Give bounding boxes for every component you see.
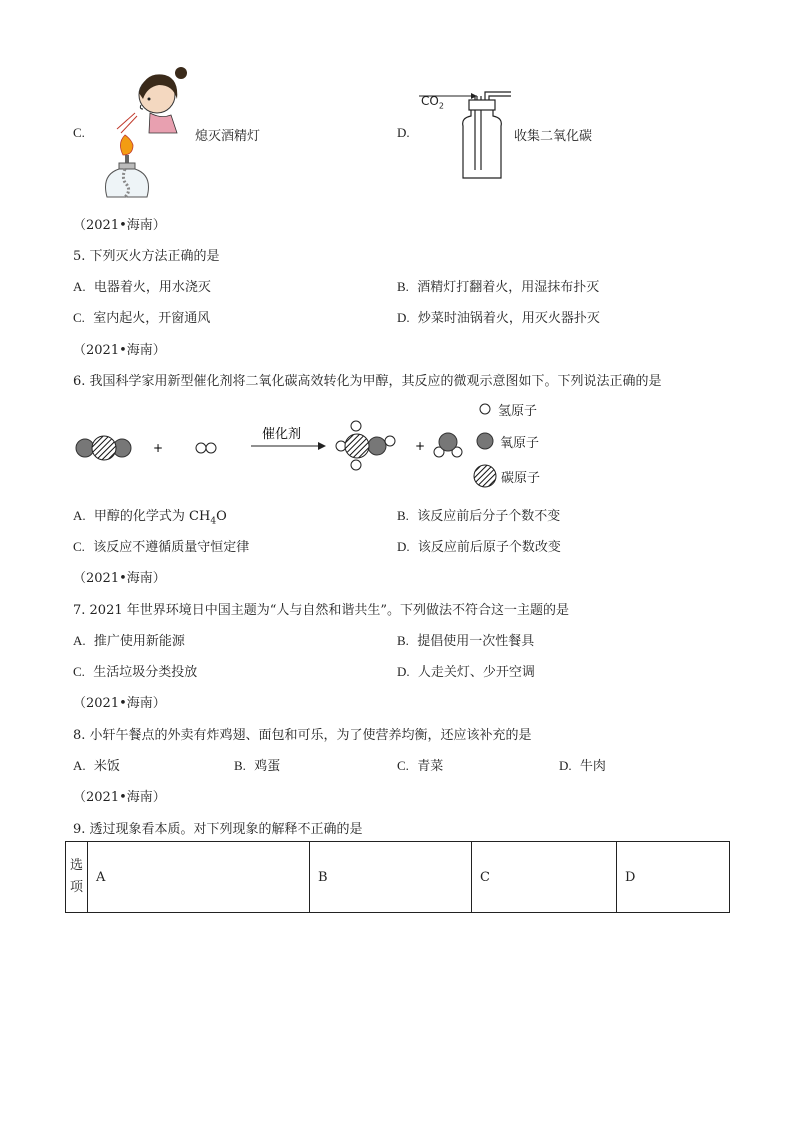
q6-option-b: B. 该反应前后分子个数不变 [397,508,561,524]
q5-option-c: C. 室内起火，开窗通风 [73,310,211,326]
q7-option-b: B. 提倡使用一次性餐具 [397,633,535,649]
q5-option-b: B. 酒精灯打翻着火，用湿抹布扑灭 [397,279,600,295]
q8-option-a: A. 米饭 [73,758,120,774]
question-7-stem: 7. 2021 年世界环境日中国主题为“人与自然和谐共生”。下列做法不符合这一主题的是 [73,603,570,618]
question-9-stem: 9. 透过现象看本质。对下列现象的解释不正确的是 [73,822,363,837]
question-8-stem: 8. 小轩午餐点的外卖有炸鸡翅、面包和可乐，为了使营养均衡，还应该补充的是 [73,728,532,743]
table-row [66,842,730,913]
question-source: （2021•海南） [73,343,166,358]
q5-option-d: D. 炒菜时油锅着火，用灭火器扑灭 [397,310,600,326]
question-source: （2021•海南） [73,790,166,805]
q9-table [65,841,730,913]
methanol-molecule [336,421,395,470]
legend-carbon: 碳原子 [501,471,541,486]
legend-carbon-symbol [474,465,496,487]
q6-option-c: C. 该反应不遵循质量守恒定律 [73,539,250,555]
option-d-text: 收集二氧化碳 [514,129,593,144]
legend-oxygen-symbol [477,433,493,449]
plus-sign: + [415,439,426,453]
co2-molecule [76,436,131,460]
table-col-d: D [617,842,730,913]
extinguish-lamp-illustration [95,63,195,203]
h2-molecule [196,443,216,453]
q7-option-d: D. 人走关灯、少开空调 [397,664,535,680]
q5-option-a: A. 电器着火，用水浇灭 [73,279,211,295]
legend-hydrogen: 氢原子 [498,404,538,419]
table-col-a: A [88,842,310,913]
question-source: （2021•海南） [73,218,166,233]
table-header-option: 选 项 [66,842,88,913]
plus-sign: + [153,441,164,455]
question-source: （2021•海南） [73,571,166,586]
q8-option-c: C. 青菜 [397,758,444,774]
q6-option-a: A. 甲醇的化学式为 $CH_4O$ [73,508,227,527]
question-5-stem: 5. 下列灭火方法正确的是 [73,249,220,264]
q7-option-c: C. 生活垃圾分类投放 [73,664,198,680]
water-molecule [434,433,462,457]
question-6-stem: 6. 我国科学家用新型催化剂将二氧化碳高效转化为甲醇，其反应的微观示意图如下。下列说法正确的是 [73,374,662,389]
q7-option-a: A. 推广使用新能源 [73,633,185,649]
co2-label: $CO_2$ [421,94,444,111]
question-source: （2021•海南） [73,696,166,711]
reaction-diagram [70,395,570,495]
legend-oxygen: 氧原子 [500,436,540,451]
legend-hydrogen-symbol [480,404,490,414]
option-c-text: 熄灭酒精灯 [195,129,261,144]
table-col-b: B [310,842,472,913]
q8-option-d: D. 牛肉 [559,758,606,774]
table-col-c: C [472,842,617,913]
option-d-letter: D. [397,125,410,140]
catalyst-label: 催化剂 [262,427,302,442]
q6-option-d: D. 该反应前后原子个数改变 [397,539,561,555]
q8-option-b: B. 鸡蛋 [234,758,281,774]
option-c-letter: C. [73,125,85,140]
